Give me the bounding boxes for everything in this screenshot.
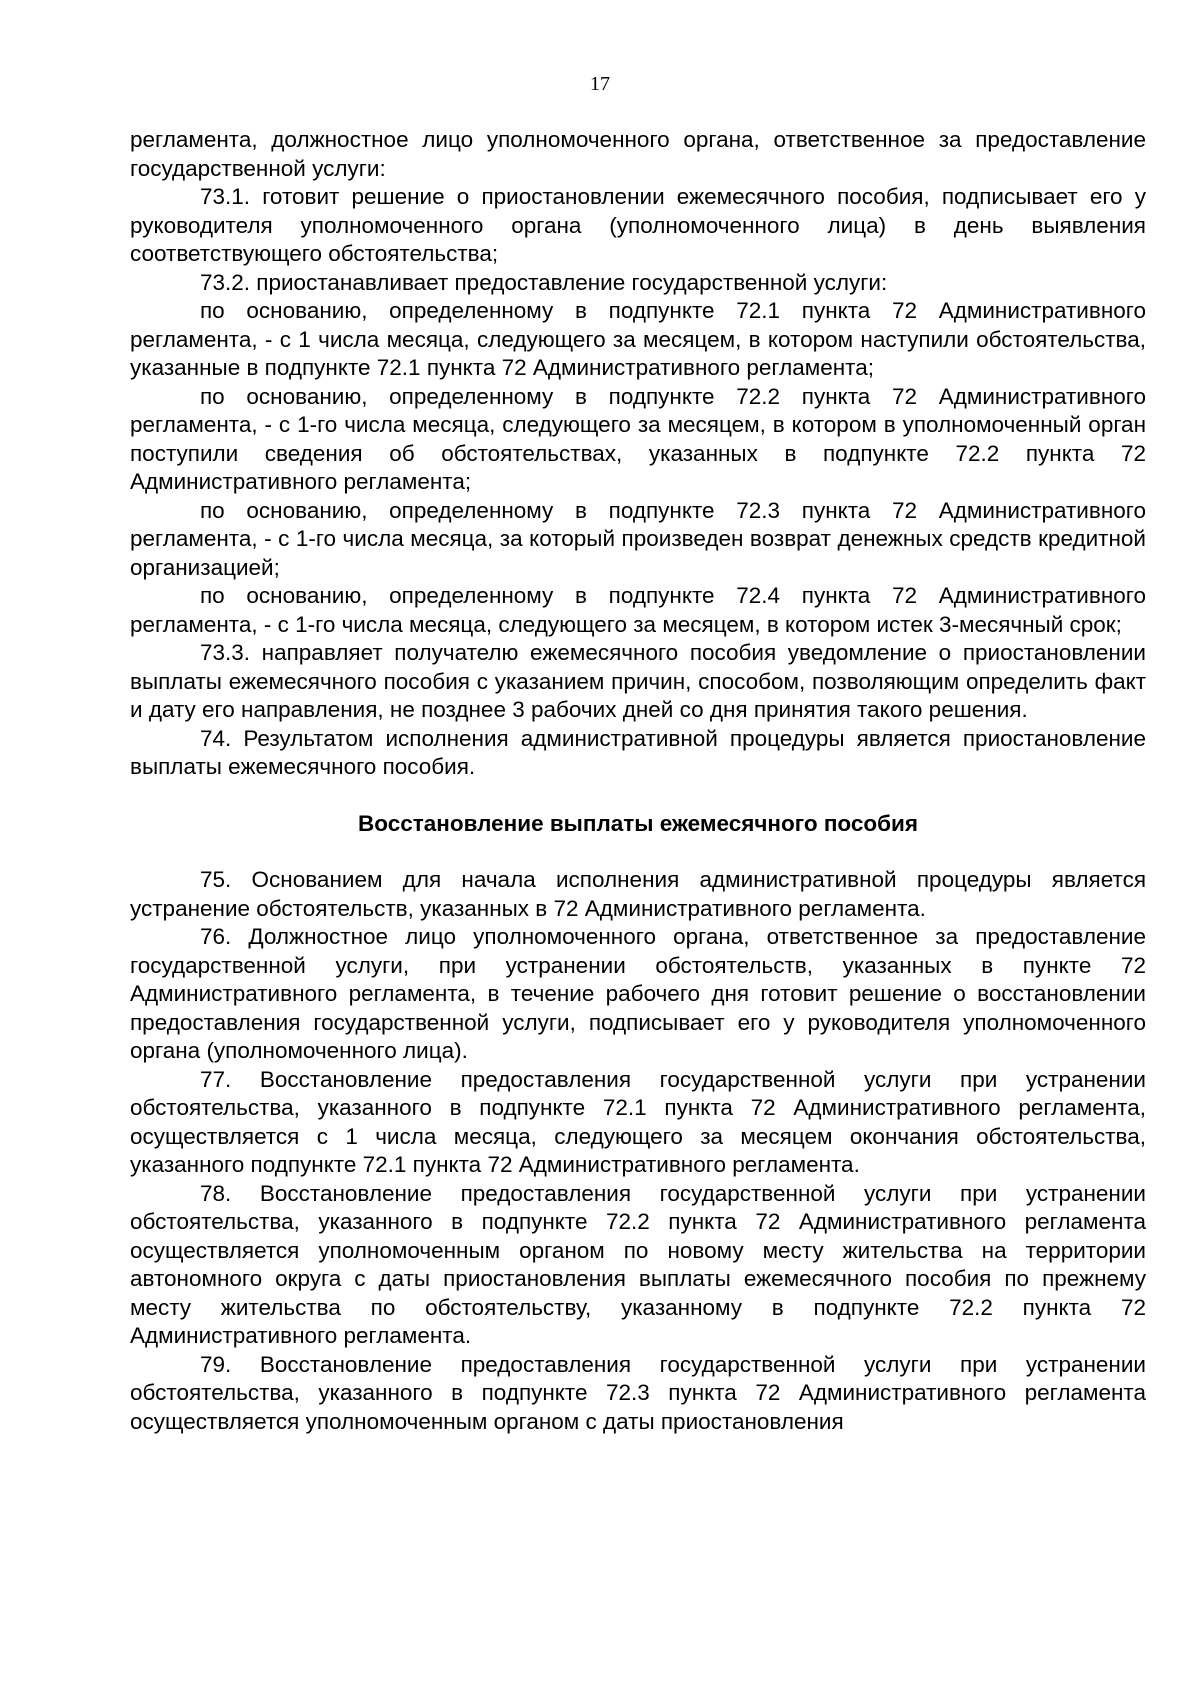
paragraph: 75. Основанием для начала исполнения административной процедуры является устранение обстоятельств, указанных в 72 Административного регламента. bbox=[130, 867, 1146, 921]
paragraph: по основанию, определенному в подпункте 72.4 пункта 72 Административного регламента, - с 1-го числа месяца, следующего за месяцем, в котором истек 3-месячный срок; bbox=[130, 583, 1146, 637]
document-body bbox=[130, 126, 1146, 1436]
paragraph: 78. Восстановление предоставления государственной услуги при устранении обстоятельства, указанного в подпункте 72.2 пункта 72 Административного регламента осуществляется уполномоченным органом по новому месту жительства на территории автономного округа с даты приостановления выплаты ежемесячного пособия по прежнему месту жительства по обстоятельству, указанному в подпункте 72.2 пункта 72 Административного регламента. bbox=[130, 1180, 1146, 1348]
paragraph: по основанию, определенному в подпункте 72.1 пункта 72 Административного регламента, - с 1 числа месяца, следующего за месяцем, в котором наступили обстоятельства, указанные в подпункте 72.1 пункта 72 Административного регламента; bbox=[130, 298, 1146, 380]
paragraphs-after-heading bbox=[130, 866, 1146, 1436]
paragraph: 73.1. готовит решение о приостановлении ежемесячного пособия, подписывает его у руководителя уполномоченного органа (уполномоченного лица) в день выявления соответствующего обстоятельства; bbox=[130, 184, 1146, 266]
paragraph: 73.2. приостанавливает предоставление государственной услуги: bbox=[200, 269, 888, 295]
paragraph: 76. Должностное лицо уполномоченного органа, ответственное за предоставление государственной услуги, при устранении обстоятельств, указанных в пункте 72 Административного регламента, в течение рабочего дня готовит решение о восстановлении предоставления государственной услуги, подписывает его у руководителя уполномоченного органа (уполномоченного лица). bbox=[130, 924, 1146, 1063]
paragraph: 74. Результатом исполнения административной процедуры является приостановление выплаты ежемесячного пособия. bbox=[130, 725, 1146, 779]
paragraphs-before-heading bbox=[130, 126, 1146, 782]
paragraph: 77. Восстановление предоставления государственной услуги при устранении обстоятельства, указанного в подпункте 72.1 пункта 72 Административного регламента, осуществляется с 1 числа месяца, следующего за месяцем окончания обстоятельства, указанного подпункте 72.1 пункта 72 Административного регламента. bbox=[130, 1066, 1146, 1177]
paragraph: 73.3. направляет получателю ежемесячного пособия уведомление о приостановлении выплаты ежемесячного пособия с указанием причин, способом, позволяющим определить факт и дату его направления, не позднее 3 рабочих дней со дня принятия такого решения. bbox=[130, 640, 1146, 722]
section-heading: Восстановление выплаты ежемесячного пособия bbox=[358, 810, 918, 836]
page-number: 17 bbox=[590, 73, 610, 95]
paragraph: 79. Восстановление предоставления государственной услуги при устранении обстоятельства, указанного в подпункте 72.3 пункта 72 Административного регламента осуществляется уполномоченным органом с даты приостановления bbox=[130, 1351, 1146, 1434]
paragraph: по основанию, определенному в подпункте 72.3 пункта 72 Административного регламента, - с 1-го числа месяца, за который произведен возврат денежных средств кредитной организацией; bbox=[130, 497, 1146, 580]
paragraph: по основанию, определенному в подпункте 72.2 пункта 72 Административного регламента, - с 1-го числа месяца, следующего за месяцем, в котором в уполномоченный орган поступили сведения об обстоятельствах, указанных в подпункте 72.2 пункта 72 Административного регламента; bbox=[130, 383, 1146, 494]
paragraph: регламента, должностное лицо уполномоченного органа, ответственное за предоставление государственной услуги: bbox=[130, 127, 1146, 181]
